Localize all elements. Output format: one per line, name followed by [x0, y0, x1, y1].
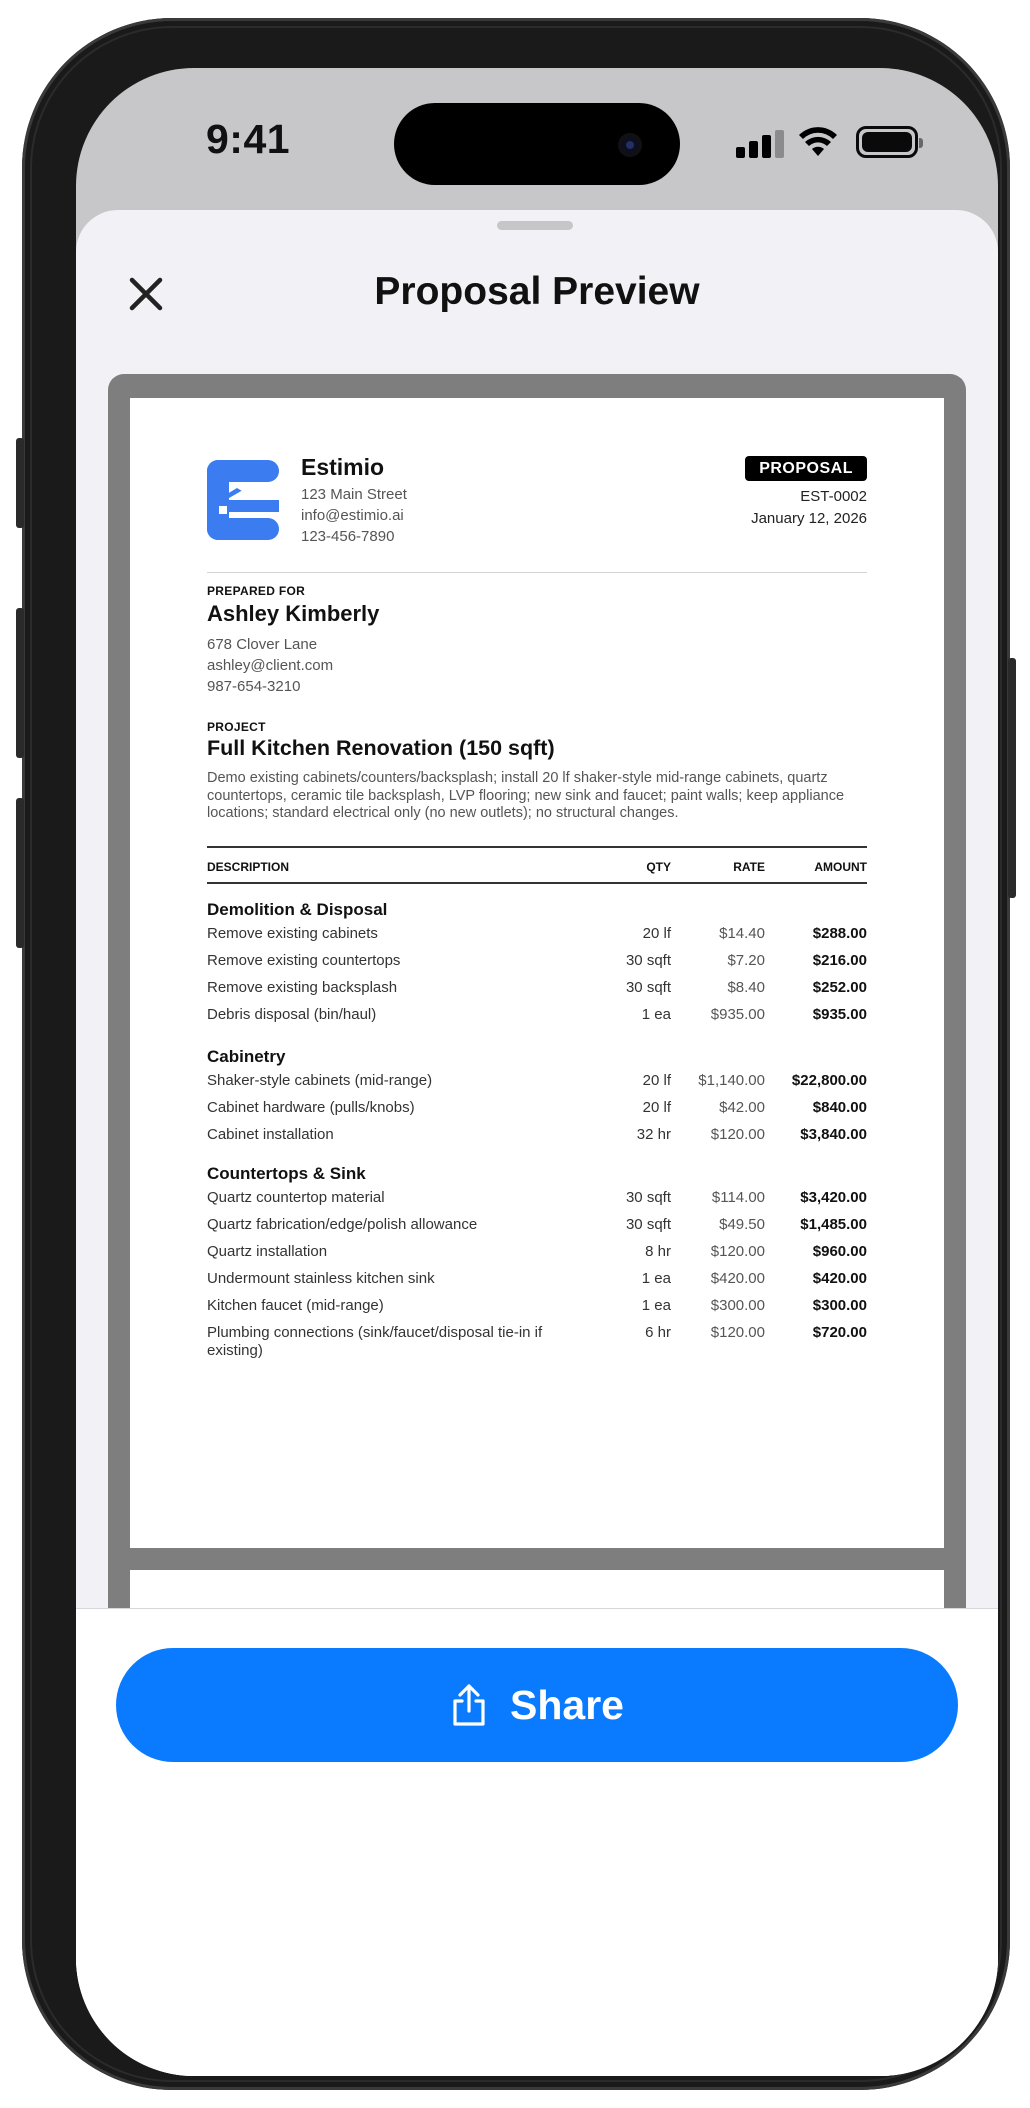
business-phone: 123-456-7890	[301, 528, 395, 545]
group-heading: Cabinetry	[207, 1047, 286, 1066]
column-qty: QTY	[646, 860, 671, 874]
group-heading: Countertops & Sink	[207, 1164, 366, 1183]
table-header	[207, 846, 867, 884]
group-heading: Demolition & Disposal	[207, 900, 388, 919]
sheet-grabber[interactable]	[497, 221, 573, 230]
footer-bar	[76, 1608, 998, 2076]
column-description: DESCRIPTION	[207, 860, 290, 874]
client-email: ashley@client.com	[207, 657, 334, 674]
table-row: Cabinet hardware (pulls/knobs) 20 lf $42.00 $840.00	[207, 1099, 867, 1116]
divider	[207, 572, 867, 573]
business-name: Estimio	[301, 454, 385, 480]
screen	[76, 68, 998, 2076]
status-bar	[76, 68, 998, 208]
table-row: Remove existing backsplash 30 sqft $8.40 $252.00	[207, 979, 867, 996]
action-button	[16, 438, 24, 528]
share-label: Share	[510, 1681, 624, 1728]
estimio-logo	[207, 460, 279, 540]
prepared-for-caption: PREPARED FOR	[207, 584, 306, 598]
table-row: Kitchen faucet (mid-range) 1 ea $300.00 $300.00	[207, 1297, 867, 1314]
document-page-1	[130, 398, 944, 1548]
volume-up-button	[16, 608, 24, 758]
column-rate: RATE	[733, 860, 765, 874]
battery-icon	[856, 126, 918, 158]
table-row: Plumbing connections (sink/faucet/disposal tie-in if existing) 6 hr $120.00 $720.00	[207, 1324, 867, 1359]
proposal-preview-sheet	[76, 210, 998, 2076]
dynamic-island	[394, 103, 680, 185]
table-row: Quartz countertop material 30 sqft $114.00 $3,420.00	[207, 1189, 867, 1206]
volume-down-button	[16, 798, 24, 948]
business-address: 123 Main Street	[301, 486, 407, 503]
cellular-signal-icon	[736, 130, 786, 158]
project-caption: PROJECT	[207, 720, 266, 734]
table-row: Undermount stainless kitchen sink 1 ea $420.00 $420.00	[207, 1270, 867, 1287]
table-row: Quartz fabrication/edge/polish allowance 30 sqft $49.50 $1,485.00	[207, 1216, 867, 1233]
table-row: Shaker-style cabinets (mid-range) 20 lf $1,140.00 $22,800.00	[207, 1072, 867, 1089]
column-amount: AMOUNT	[814, 860, 867, 874]
wifi-icon	[798, 126, 838, 158]
business-email: info@estimio.ai	[301, 507, 404, 524]
sheet-title: Proposal Preview	[374, 270, 700, 313]
camera-icon	[618, 133, 642, 157]
document-viewer[interactable]	[108, 374, 966, 1782]
proposal-badge: PROPOSAL	[745, 456, 867, 481]
client-name: Ashley Kimberly	[207, 601, 380, 626]
client-phone: 987-654-3210	[207, 678, 301, 695]
proposal-number: EST-0002	[800, 488, 867, 505]
share-icon	[450, 1683, 488, 1727]
table-row: Remove existing countertops 30 sqft $7.20 $216.00	[207, 952, 867, 969]
phone-frame	[22, 18, 1010, 2090]
power-button	[1008, 658, 1016, 898]
table-row: Cabinet installation 32 hr $120.00 $3,840.00	[207, 1126, 867, 1143]
project-description: Demo existing cabinets/counters/backsplash; install 20 lf shaker-style mid-range cabinets, quartz countertops, ceramic tile backsplash, LVP flooring; new sink and faucet; paint walls; keep appliance locations; standard electrical only (no new outlets); no structural changes.	[207, 770, 845, 821]
client-address: 678 Clover Lane	[207, 636, 318, 653]
proposal-date: January 12, 2026	[751, 510, 867, 527]
table-row: Quartz installation 8 hr $120.00 $960.00	[207, 1243, 867, 1260]
table-row: Debris disposal (bin/haul) 1 ea $935.00 $935.00	[207, 1006, 867, 1023]
share-button[interactable]	[116, 1648, 958, 1762]
table-row: Remove existing cabinets 20 lf $14.40 $288.00	[207, 925, 867, 942]
status-time: 9:41	[206, 116, 291, 162]
project-title: Full Kitchen Renovation (150 sqft)	[207, 736, 555, 760]
